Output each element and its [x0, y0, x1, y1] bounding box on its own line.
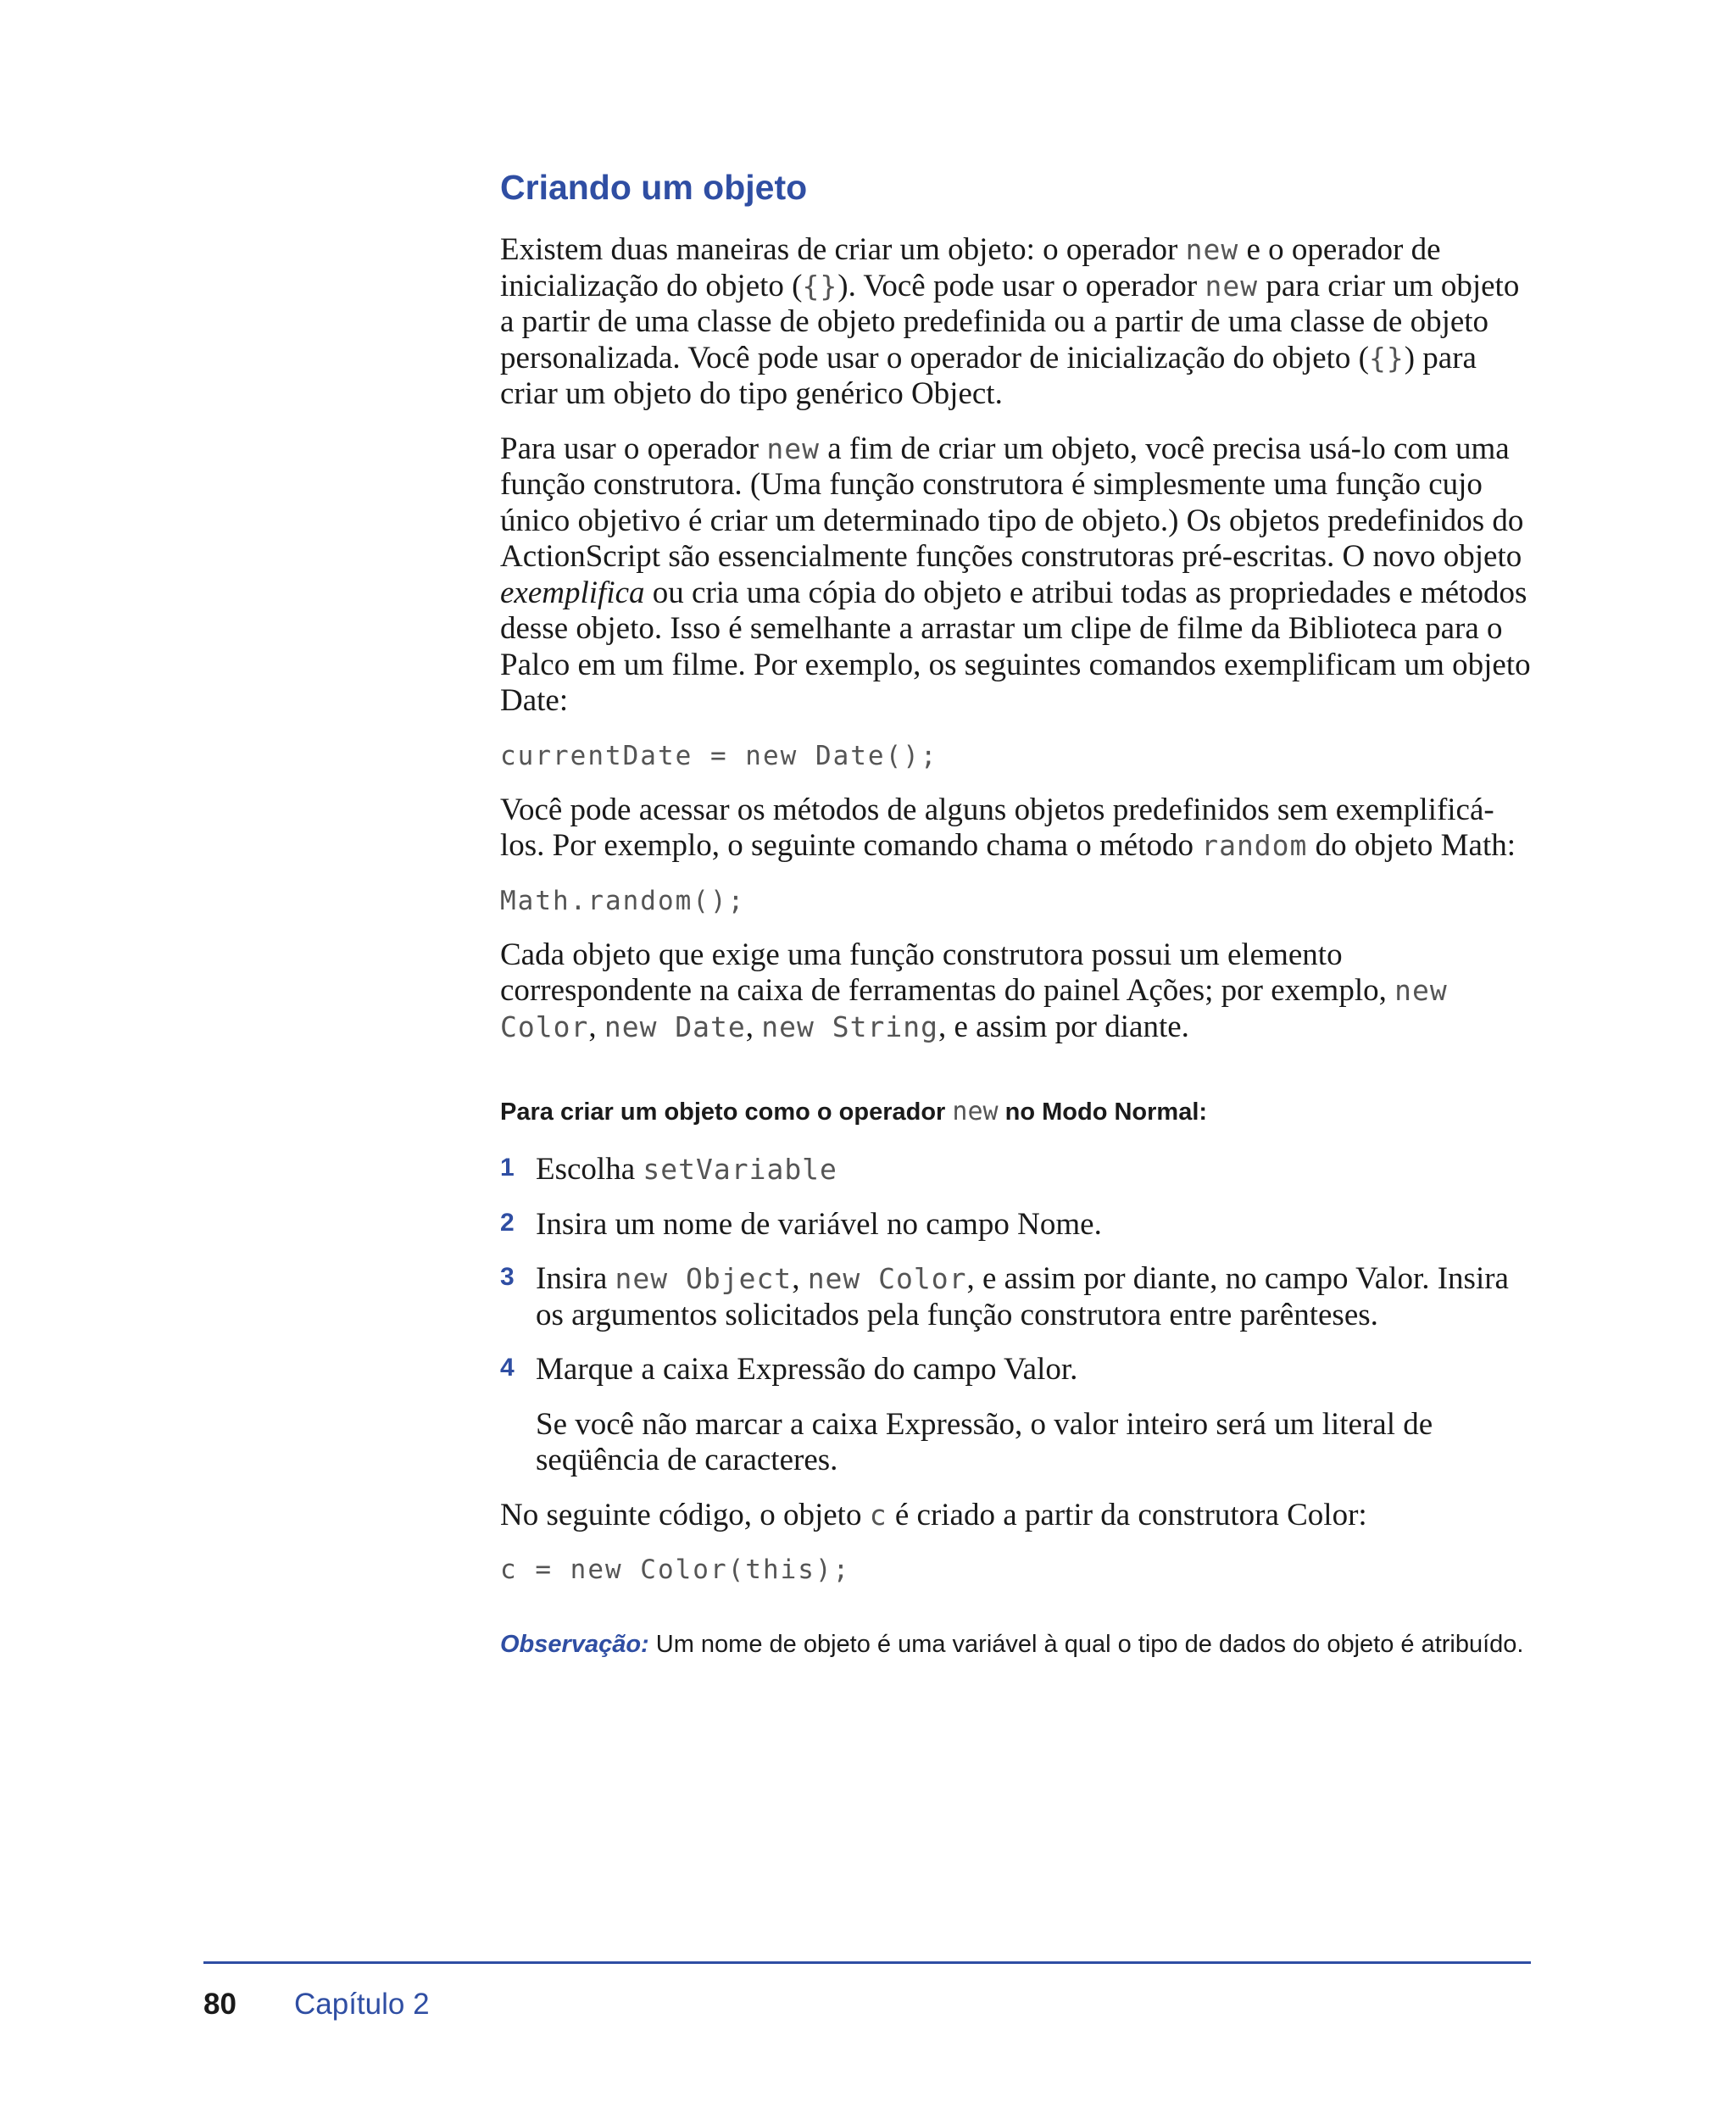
text-run: e o operador de inicialização do objeto (: [500, 232, 1441, 303]
text-run: ,: [588, 1009, 604, 1044]
code-example-math: Math.random();: [500, 885, 746, 916]
procedure-step-3: [500, 1261, 1534, 1333]
inline-code: new: [1185, 233, 1239, 266]
text-run: ,: [745, 1009, 762, 1044]
page-number: 80: [203, 1988, 236, 2021]
text-run: , e assim por diante.: [938, 1009, 1189, 1044]
procedure-step-1: [500, 1152, 1534, 1188]
inline-code: new Color: [807, 1262, 967, 1295]
inline-code: setVariable: [643, 1153, 837, 1186]
inline-code: c: [869, 1498, 887, 1532]
step-number: 1: [500, 1154, 515, 1182]
inline-code: {}: [802, 269, 838, 303]
text-run: Você pode acessar os métodos de alguns objetos predefinidos sem exemplificá-los. Por exemplo, o seguinte comando chama o método: [500, 792, 1494, 863]
note-label: Observação:: [500, 1631, 649, 1658]
text-run: Para usar o operador: [500, 431, 767, 466]
inline-code: new: [1205, 269, 1259, 303]
text-run: Insira: [536, 1261, 615, 1296]
paragraph-constructor-toolbox: [500, 937, 1534, 1046]
step-number: 3: [500, 1263, 515, 1291]
text-run: ou cria uma cópia do objeto e atribui todas as propriedades e métodos desse objeto. Isso é semelhante a arrastar um clipe de filme da Biblioteca para o Palco em um filme. Por exemplo, os seguintes comandos exemplificam um objeto Date:: [500, 575, 1531, 718]
step-number: 2: [500, 1208, 515, 1237]
inline-code: {}: [1368, 341, 1405, 375]
text-run: Para criar um objeto como o operador: [500, 1098, 953, 1126]
paragraph-intro: [500, 232, 1534, 413]
text-run: ). Você pode usar o operador: [837, 268, 1205, 303]
inline-code: new Date: [604, 1009, 746, 1043]
page-content: [500, 163, 1534, 1660]
paragraph-new-operator: [500, 431, 1534, 720]
note-block: [500, 1628, 1534, 1660]
text-run: é criado a partir da construtora Color:: [887, 1497, 1367, 1532]
step-4-followup: Se você não marcar a caixa Expressão, o valor inteiro será um literal de seqüência de caracteres.: [536, 1406, 1433, 1477]
step-number: 4: [500, 1354, 515, 1382]
text-run: no Modo Normal:: [998, 1098, 1208, 1126]
text-run: ,: [792, 1261, 808, 1296]
code-example-date: currentDate = new Date();: [500, 740, 938, 771]
inline-code: random: [1201, 829, 1308, 862]
code-example-color: c = new Color(this);: [500, 1554, 851, 1585]
text-run: Cada objeto que exige uma função construtora possui um elemento correspondente na caixa de ferramentas do painel Ações; por exemplo,: [500, 937, 1395, 1008]
text-run: Escolha: [536, 1152, 643, 1187]
paragraph-color-example: [500, 1498, 1534, 1534]
inline-code: new Object: [615, 1262, 793, 1295]
text-run: Existem duas maneiras de criar um objeto: o operador: [500, 232, 1186, 267]
emphasis-text: exemplifica: [500, 575, 645, 610]
step-text: [536, 1261, 1509, 1332]
text-run: a fim de criar um objeto, você precisa usá-lo com uma função construtora. (Uma função construtora é simplesmente uma função cujo único objetivo é criar um determinado tipo de objeto.) Os objetos predefinidos do ActionScript são essencialmente funções construtoras pré-escritas. O novo objeto: [500, 431, 1524, 574]
procedure-step-4: [500, 1352, 1534, 1388]
text-run: No seguinte código, o objeto: [500, 1497, 870, 1532]
text-run: , e assim por diante, no campo Valor. Insira os argumentos solicitados pela função construtora entre parênteses.: [536, 1261, 1509, 1332]
text-run: do objeto Math:: [1307, 828, 1516, 863]
paragraph-predefined-methods: [500, 793, 1534, 865]
text-run: para criar um objeto a partir de uma classe de objeto predefinida ou a partir de uma classe de objeto personalizada. Você pode usar o operador de inicialização do objeto (: [500, 268, 1520, 375]
chapter-label: Capítulo 2: [294, 1988, 430, 2021]
procedure-heading: [500, 1094, 1534, 1130]
procedure-step-2: [500, 1207, 1534, 1243]
step-text: Marque a caixa Expressão do campo Valor.: [536, 1352, 1078, 1387]
text-run: ) para criar um objeto do tipo genérico Object.: [500, 340, 1477, 411]
inline-code: new: [952, 1097, 999, 1126]
inline-code: new: [766, 431, 820, 465]
section-heading: Criando um objeto: [500, 168, 808, 207]
inline-code: new String: [761, 1009, 938, 1043]
step-text: Insira um nome de variável no campo Nome.: [536, 1206, 1102, 1242]
note-text: Um nome de objeto é uma variável à qual o tipo de dados do objeto é atribuído.: [648, 1631, 1524, 1658]
inline-code: new Color: [500, 974, 1448, 1043]
step-text: [536, 1152, 837, 1187]
footer-divider: [203, 1961, 1531, 1964]
